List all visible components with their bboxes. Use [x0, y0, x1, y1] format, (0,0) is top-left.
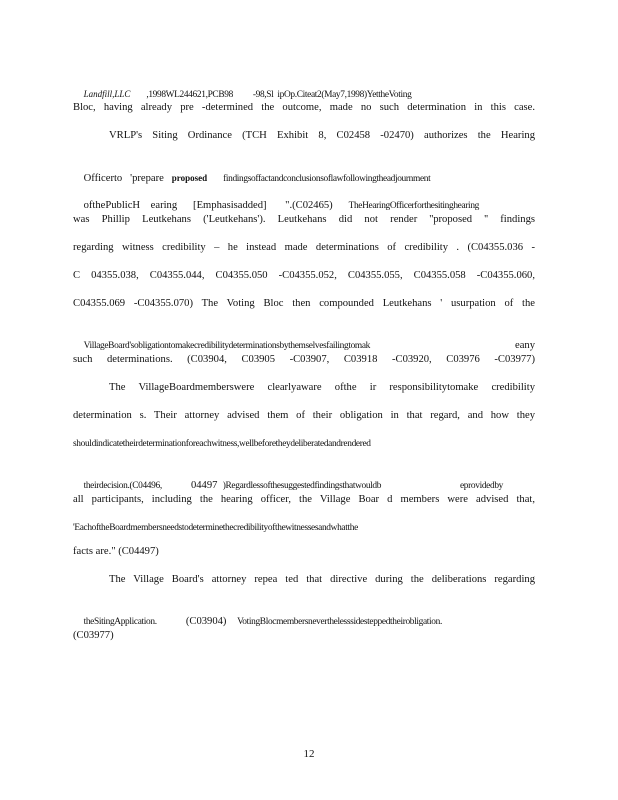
text-line-14: shouldindicatetheirdeterminationforeachwitness,wellbeforetheydeliberatedandrendered	[73, 439, 371, 449]
regardless-run: )Regardlessofthesuggestedfindingsthatwouldb	[222, 481, 382, 491]
hearing-officer-run: TheHearingOfficerforthesitinghearing	[348, 201, 479, 211]
public-hearing-run: ofthePublicH earing [Emphasisadded] ".(C02465)	[83, 200, 349, 211]
citation-rest: ,1998WL244621,PCB98 -98,Sl ipOp.Citeat2(May7,1998)YettheVoting	[130, 90, 412, 100]
findings-run: findingsoffactandconclusionsoflawfollowingtheadjournment	[207, 174, 431, 184]
eany-fragment: eany	[515, 340, 535, 351]
eprovidedby-fragment: eprovidedby	[459, 481, 503, 491]
text-line-12: The VillageBoardmemberswere clearlyaware ofthe ir responsibilitytomake credibility	[109, 382, 535, 393]
text-line-6: was Phillip Leutkehans ('Leutkehans'). Leutkehans did not render ''proposed '' findings	[73, 214, 535, 225]
voting-bloc-run: VotingBlocmembersneverthelesssidesteppedtheirobligation.	[237, 617, 442, 627]
case-citation-italic: Landfill,LLC	[83, 89, 131, 99]
text-line-7: regarding witness credibility – he instead made determinations of credibility . (C04355.036 -	[73, 242, 535, 253]
text-line-9: C04355.069 -C04355.070) The Voting Bloc then compounded Leutkehans ' usurpation of the	[73, 298, 535, 309]
text-line-18: facts are." (C04497)	[73, 546, 159, 557]
proposed-word: proposed	[171, 173, 208, 183]
decision-run: theirdecision.(C04496,	[83, 481, 162, 491]
c04497-run: 04497	[161, 480, 223, 491]
text-line-17: 'EachoftheBoardmembersneedstodeterminethecredibilityofthewitnessesandwhatthe	[73, 523, 358, 533]
text-line-13: determination s. Their attorney advised them of their obligation in that regard, and how they	[73, 410, 535, 421]
text-line-8: C 04355.038, C04355.044, C04355.050 -C04355.052, C04355.055, C04355.058 -C04355.060,	[73, 270, 535, 281]
c03904-run: (C03904)	[156, 616, 238, 627]
text-line-2: Bloc, having already pre -determined the outcome, made no such determination in this case.	[73, 102, 535, 113]
text-line-19: The Village Board's attorney repea ted that directive during the deliberations regarding	[109, 574, 535, 585]
text-line-21: (C03977)	[73, 630, 114, 641]
siting-application-run: theSitingApplication.	[83, 617, 157, 627]
village-board-run: VillageBoard'sobligationtomakecredibilitydeterminationsbythemselvesfailingtomak	[83, 341, 371, 351]
page-number: 12	[303, 748, 315, 760]
text-line-16: all participants, including the hearing officer, the Village Boar d members were advised that,	[73, 494, 535, 505]
text-line-3: VRLP's Siting Ordinance (TCH Exhibit 8, C02458 -02470) authorizes the Hearing	[109, 130, 535, 141]
text-line-11: such determinations. (C03904, C03905 -C03907, C03918 -C03920, C03976 -C03977)	[73, 354, 535, 365]
officer-prepare: Officerto 'prepare	[83, 173, 172, 184]
